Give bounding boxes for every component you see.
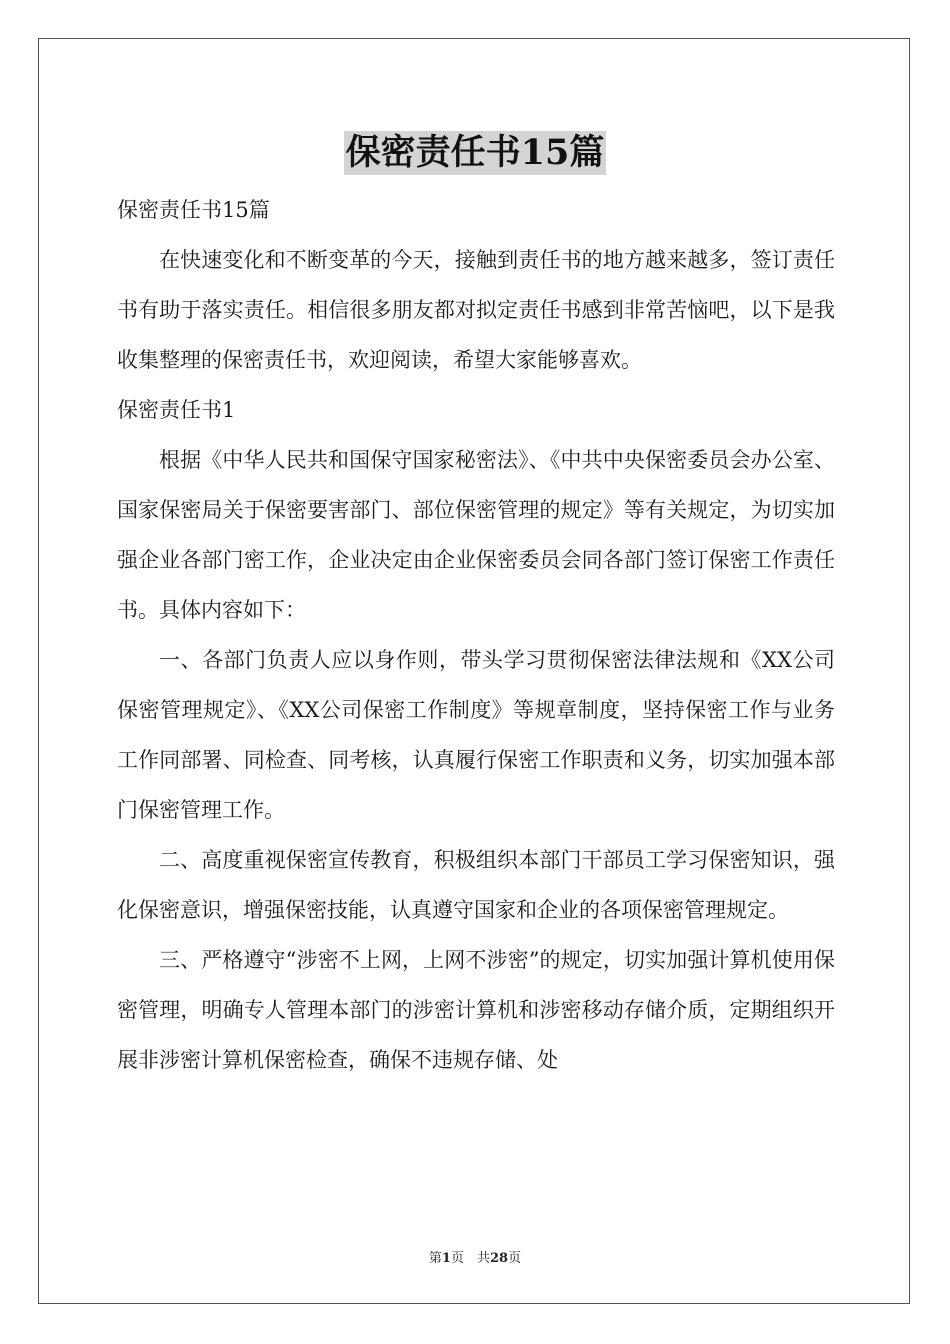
intro-paragraph: 在快速变化和不断变革的今天，接触到责任书的地方越来越多，签订责任书有助于落实责任。相信很多朋友都对拟定责任书感到非常苦恼吧，以下是我收集整理的保密责任书，欢迎阅读，希望大家能够喜欢。	[117, 248, 835, 372]
footer-suffix: 页	[508, 1251, 522, 1266]
body-paragraph: 一、各部门负责人应以身作则，带头学习贯彻保密法律法规和《XX公司保密管理规定》、《XX公司保密工作制度》等规章制度，坚持保密工作与业务工作同部署、同检查、同考核，认真履行保密工作职责和义务，切实加强本部门保密管理工作。	[117, 648, 835, 822]
body-paragraph: 三、严格遵守“涉密不上网，上网不涉密”的规定，切实加强计算机使用保密管理，明确专人管理本部门的涉密计算机和涉密移动存储介质，定期组织开展非涉密计算机保密检查，确保不违规存储、处	[117, 948, 835, 1072]
body-paragraph: 根据《中华人民共和国保守国家秘密法》、《中共中央保密委员会办公室、国家保密局关于保密要害部门、部位保密管理的规定》等有关规定，为切实加强企业各部门密工作，企业决定由企业保密委员会同各部门签订保密工作责任书。具体内容如下：	[117, 448, 835, 622]
section-heading: 保密责任书1	[117, 398, 236, 422]
document-page	[38, 38, 910, 1304]
document-body	[117, 185, 835, 1085]
page-footer	[39, 1247, 911, 1266]
document-title: 保密责任书15篇	[345, 132, 605, 173]
total-page-count: 28	[489, 1251, 509, 1266]
current-page-number: 1	[441, 1251, 451, 1266]
footer-prefix: 第	[428, 1251, 442, 1266]
body-paragraph: 二、高度重视保密宣传教育，积极组织本部门干部员工学习保密知识，强化保密意识，增强保密技能，认真遵守国家和企业的各项保密管理规定。	[117, 848, 835, 922]
subtitle-paragraph: 保密责任书15篇	[117, 198, 270, 222]
footer-mid: 页 共	[450, 1251, 490, 1266]
title-container	[39, 131, 911, 175]
